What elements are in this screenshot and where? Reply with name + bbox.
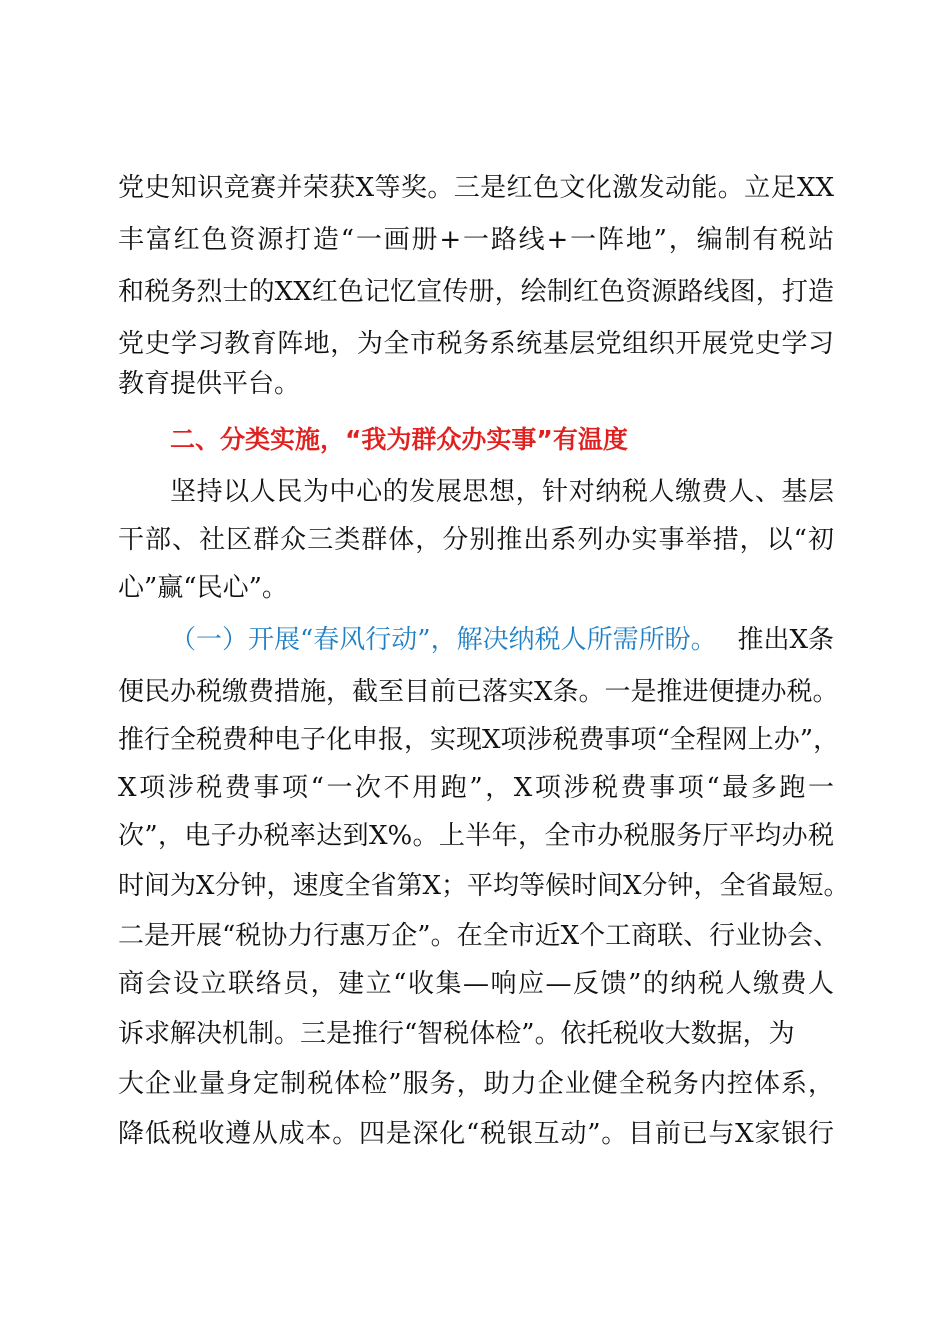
paragraph-line: 心”赢“民心”。 bbox=[118, 573, 288, 603]
paragraph-line: 商会设立联络员，建立“收集—响应—反馈”的纳税人缴费人 bbox=[118, 969, 834, 999]
subsection-first-line bbox=[170, 625, 834, 655]
paragraph-line: X项涉税费事项“一次不用跑”，X项涉税费事项“最多跑一 bbox=[118, 773, 834, 803]
subsection-title: （一）开展“春风行动”，解决纳税人所需所盼。 bbox=[170, 625, 717, 655]
paragraph-line: 党史知识竞赛并荣获X等奖。三是红色文化激发动能。立足XX bbox=[118, 173, 834, 203]
paragraph-line: 丰富红色资源打造“一画册+一路线+一阵地”，编制有税站 bbox=[118, 225, 834, 255]
section-heading: 二、分类实施，“我为群众办实事”有温度 bbox=[170, 425, 628, 454]
paragraph-line: 便民办税缴费措施，截至目前已落实X条。一是推进便捷办税。 bbox=[118, 677, 839, 707]
paragraph-line: 坚持以人民为中心的发展思想，针对纳税人缴费人、基层 bbox=[170, 477, 834, 507]
paragraph-line: 降低税收遵从成本。四是深化“税银互动”。目前已与X家银行 bbox=[118, 1119, 834, 1149]
paragraph-line: 大企业量身定制税体检”服务，助力企业健全税务内控体系， bbox=[118, 1069, 834, 1099]
paragraph-line: 干部、社区群众三类群体，分别推出系列办实事举措，以“初 bbox=[118, 525, 834, 555]
paragraph-line: 党史学习教育阵地，为全市税务系统基层党组织开展党史学习 bbox=[118, 329, 834, 359]
paragraph-line: 诉求解决机制。三是推行“智税体检”。依托税收大数据，为 bbox=[118, 1019, 795, 1049]
paragraph-line: 二是开展“税协力行惠万企”。在全市近X个工商联、行业协会、 bbox=[118, 921, 840, 951]
paragraph-line: 和税务烈士的XX红色记忆宣传册，绘制红色资源路线图，打造 bbox=[118, 277, 834, 307]
paragraph-line: 次”，电子办税率达到X%。上半年，全市办税服务厅平均办税 bbox=[118, 821, 834, 851]
paragraph-line: 时间为X分钟，速度全省第X；平均等候时间X分钟，全省最短。 bbox=[118, 871, 850, 901]
paragraph-line: 推行全税费种电子化申报，实现X项涉税费事项“全程网上办”， bbox=[118, 725, 840, 755]
subsection-first-line-rest: 推出X条 bbox=[737, 625, 834, 655]
paragraph-line: 教育提供平台。 bbox=[118, 369, 301, 399]
